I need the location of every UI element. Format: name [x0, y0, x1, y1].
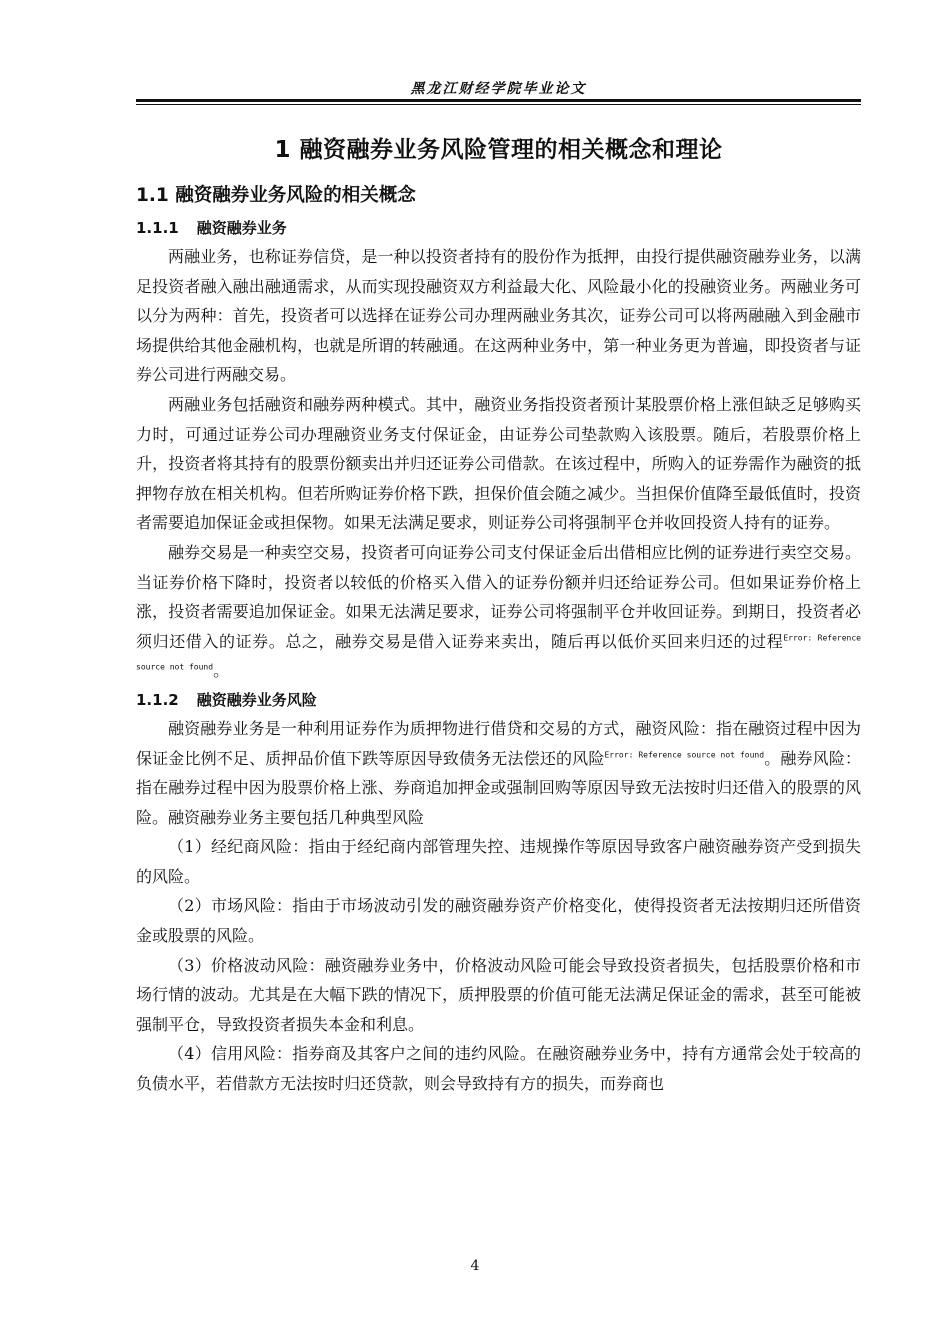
paragraph: 两融业务，也称证券信贷，是一种以投资者持有的股份作为抵押，由投行提供融资融券业务，以满足投资者融入融出融通需求，从而实现投融资双方利益最大化、风险最小化的投融资业务。两融业务可以分为两种：首先，投资者可以选择在证券公司办理两融业务其次，证券公司可以将两融融入到金融市场提供给其他金融机构，也就是所谓的转融通。在这两种业务中，第一种业务更为普遍，即投资者与证券公司进行两融交易。 [136, 247, 861, 385]
header-rule-thin [136, 104, 861, 105]
header-rule [136, 99, 861, 102]
page-number: 4 [470, 1258, 480, 1274]
paragraph-text: 融资融券业务是一种利用证券作为质押物进行借贷和交易的方式，融资风险：指在融资过程中因为保证金比例不足、质押品价值下跌等原因导致债务无法偿还的风险 [136, 718, 861, 768]
risk-item: （4）信用风险：指券商及其客户之间的违约风险。在融资融券业务中，持有方通常会处于较高的负债水平，若借款方无法按时归还贷款，则会导致持有方的损失，而券商也 [136, 1044, 861, 1094]
paragraph-text-tail: 。 [213, 661, 230, 681]
section-title: 1.1 融资融券业务风险的相关概念 [136, 185, 416, 206]
paragraph-text-after: 。融券风险：指在融券过程中因为股票价格上涨、券商追加押金或强制回购等原因导致无法按时归还借入的股票的风险。融资融券业务主要包括几种典型风险 [136, 748, 861, 827]
paragraph [136, 538, 861, 686]
running-header: 黑龙江财经学院毕业论文 [410, 81, 587, 97]
risk-item: （1）经纪商风险：指由于经纪商内部管理失控、违规操作等原因导致客户融资融券资产受到损失的风险。 [136, 837, 861, 886]
reference-error: Error: Reference source not found [136, 633, 861, 672]
paragraph: 两融业务包括融资和融券两种模式。其中，融资业务指投资者预计某股票价格上涨但缺乏足够购买力时，可通过证券公司办理融资业务支付保证金，由证券公司垫款购入该股票。随后，若股票价格上升，投资者将其持有的股票份额卖出并归还证券公司借款。在该过程中，所购入的证券需作为融资的抵押物存放在相关机构。但若所购证券价格下跌，担保价值会随之减少。当担保价值降至最低值时，投资者需要追加保证金或担保物。如果无法满足要求，则证券公司将强制平仓并收回投资人持有的证券。 [136, 394, 861, 533]
subsection-title: 融资融券业务风险 [196, 690, 317, 709]
page-body [136, 130, 861, 1099]
subsection-number: 1.1.1 [136, 219, 179, 237]
paragraph-text: 融券交易是一种卖空交易，投资者可向证券公司支付保证金后出借相应比例的证券进行卖空交易。当证券价格下降时，投资者以较低的价格买入借入的证券份额并归还给证券公司。但如果证券价格上涨，投资者需要追加保证金。如果无法满足要求，证券公司将强制平仓并收回证券。到期日，投资者必须归还借入的证券。总之，融券交易是借入证券来卖出，随后再以低价买回来归还的过程 [136, 542, 861, 651]
reference-error: Error: Reference source not found [604, 750, 765, 760]
subsection-heading [136, 214, 861, 242]
subsection-heading [136, 686, 861, 714]
chapter-title: 1 融资融券业务风险管理的相关概念和理论 [274, 137, 723, 163]
subsection-number: 1.1.2 [136, 690, 179, 709]
risk-item: （3）价格波动风险：融资融券业务中，价格波动风险可能会导致投资者损失，包括股票价格和市场行情的波动。尤其是在大幅下跌的情况下，质押股票的价值可能无法满足保证金的需求，甚至可能被强制平仓，导致投资者损失本金和利息。 [136, 955, 861, 1034]
subsection-title: 融资融券业务 [196, 219, 287, 237]
risk-item: （2）市场风险：指由于市场波动引发的融资融券资产价格变化，使得投资者无法按期归还所借资金或股票的风险。 [136, 896, 861, 946]
paragraph [136, 714, 861, 832]
